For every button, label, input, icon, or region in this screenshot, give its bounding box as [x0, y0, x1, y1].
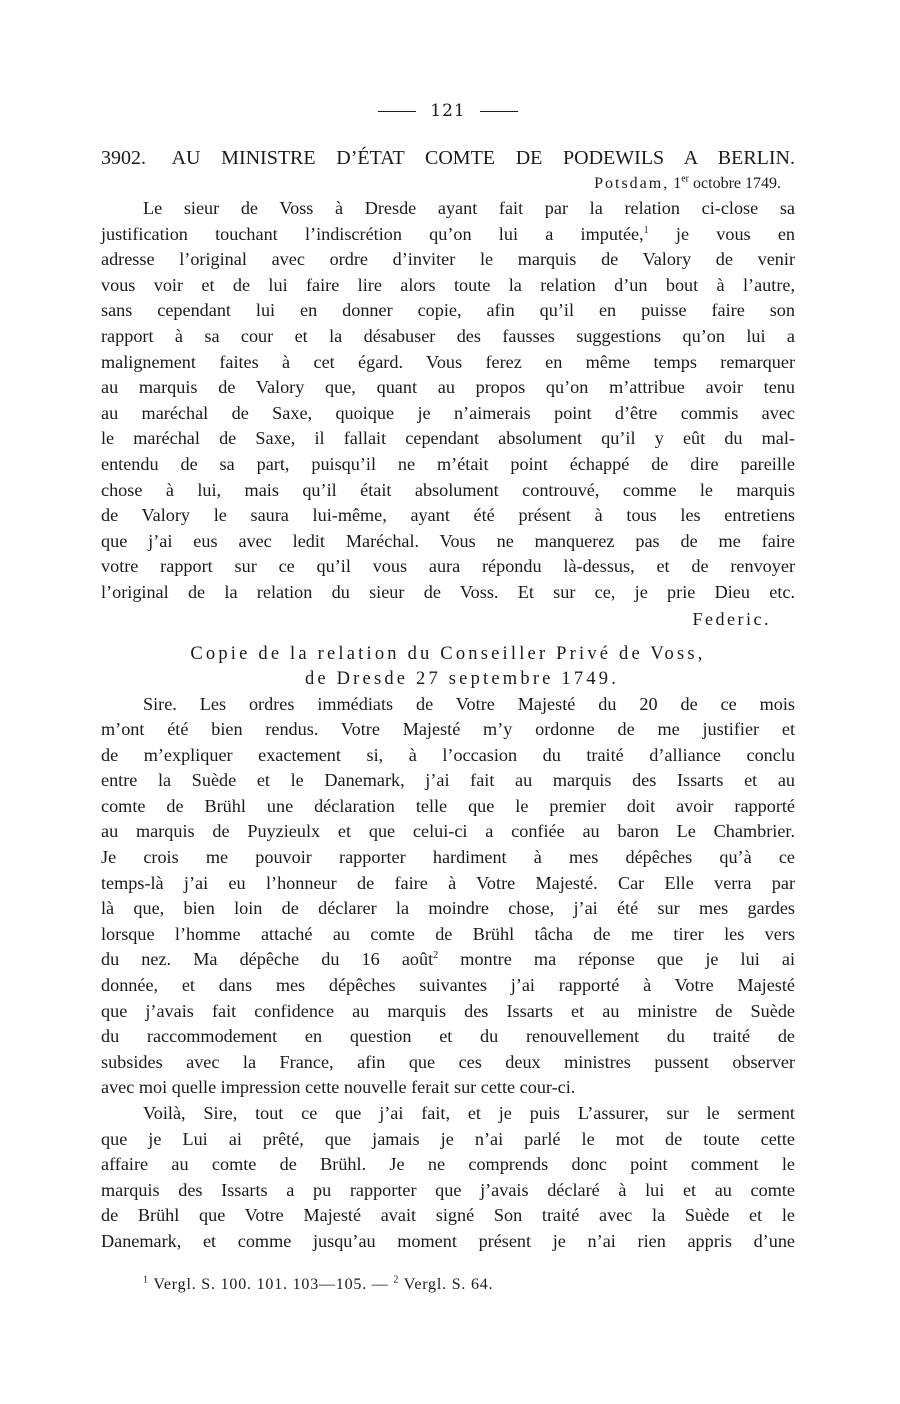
letter-body [101, 196, 795, 606]
left-rule [378, 111, 416, 112]
body-line: Voilà, Sire, tout ce que j’ai fait, et je puis L’assurer, sur le serment [143, 1103, 795, 1123]
letter-heading [101, 144, 795, 172]
footnote-mark-2: 2 [393, 1274, 400, 1286]
body-line: le maréchal de Saxe, il fallait cependant absolument qu’il y eût du mal- [101, 428, 795, 449]
body-line: au maréchal de Saxe, quoique je n’aimerais point d’être commis avec [101, 402, 795, 423]
body-line-tail: montre ma réponse que je lui ai [460, 949, 795, 970]
copy-heading [101, 642, 795, 692]
body-line-tail: je vous en [675, 223, 796, 244]
body-line: marquis des Issarts a pu rapporter que j’avais déclaré à lui et au comte [101, 1179, 795, 1200]
footnote-ref-1: 1 [643, 224, 649, 236]
right-rule [480, 111, 518, 112]
body-line: avec moi quelle impression cette nouvelle ferait sur cette cour-ci. [101, 1077, 576, 1098]
footnote-text-1: Vergl. S. 100. 101. 103—105. — [153, 1275, 389, 1293]
body-line: donnée, et dans mes dépêches suivantes j’ai rapporté à Votre Majesté [101, 975, 795, 996]
book-page [101, 96, 795, 1297]
body-line: vous voir et de lui faire lire alors toute la relation d’un bout à l’autre, [101, 274, 795, 295]
body-line [101, 947, 795, 973]
footnotes [101, 1273, 795, 1297]
body-line: adresse l’original avec ordre d’inviter le marquis de Valory de venir [101, 249, 795, 270]
body-line: votre rapport sur ce qu’il vous aura répondu là-dessus, et de renvoyer [101, 556, 795, 577]
body-line: l’original de la relation du sieur de Voss. Et sur ce, je prie Dieu etc. [101, 581, 795, 602]
body-line: malignement faites à cet égard. Vous ferez en même temps remarquer [101, 351, 795, 372]
copy-paragraph-1 [101, 692, 795, 1102]
body-line: lorsque l’homme attaché au comte de Brühl tâcha de me tirer les vers [101, 923, 795, 944]
body-line: Le sieur de Voss à Dresde ayant fait par la relation ci-close sa [143, 198, 795, 218]
body-line: m’ont été bien rendus. Votre Majesté m’y ordonne de me justifier et [101, 719, 795, 740]
dateline [101, 172, 795, 196]
body-line: au marquis de Puyzieulx et que celui-ci a confiée au baron Le Chambrier. [101, 821, 795, 842]
page-number [101, 96, 795, 126]
footnote-text-2: Vergl. S. 64. [403, 1275, 494, 1293]
body-line: entre la Suède et le Danemark, j’ai fait au marquis des Issarts et au [101, 770, 795, 791]
body-line: que j’ai eus avec ledit Maréchal. Vous ne manquerez pas de me faire [101, 530, 795, 551]
body-line: sans cependant lui en donner copie, afin qu’il en puisse faire son [101, 300, 795, 321]
body-line: du raccommodement en question et du renouvellement du traité de [101, 1026, 795, 1047]
dateline-place: Potsdam, [594, 175, 670, 192]
body-line: que je Lui ai prêté, que jamais je n’ai parlé le mot de toute cette [101, 1128, 795, 1149]
body-line: affaire au comte de Brühl. Je ne comprends donc point comment le [101, 1154, 795, 1175]
body-line: subsides avec la France, afin que ces deux ministres pussent observer [101, 1051, 795, 1072]
dateline-day-suffix: er [681, 173, 690, 185]
footnote-ref-2: 2 [433, 950, 439, 962]
body-line: Sire. Les ordres immédiats de Votre Majesté du 20 de ce mois [143, 693, 795, 714]
body-line: temps-là j’ai eu l’honneur de faire à Votre Majesté. Car Elle verra par [101, 872, 795, 893]
body-line: de Brühl que Votre Majesté avait signé Son traité avec la Suède et le [101, 1205, 795, 1226]
page-number-text: 121 [430, 101, 466, 121]
body-line: entendu de sa part, puisqu’il ne m’était point échappé de dire pareille [101, 453, 795, 474]
dateline-day: 1 [673, 175, 682, 192]
body-line-text: justification touchant l’indiscrétion qu’on lui a imputée, [101, 223, 644, 244]
body-line: chose à lui, mais qu’il était absolument controuvé, comme le marquis [101, 479, 795, 500]
dateline-rest: octobre 1749. [693, 175, 781, 192]
signature: Federic. [692, 608, 771, 629]
body-line-text: du nez. Ma dépêche du 16 août [101, 949, 434, 970]
letter-number: 3902. [101, 147, 146, 169]
footnote-mark-1: 1 [143, 1274, 149, 1286]
body-line: que j’avais fait confidence au marquis des Issarts et au ministre de Suède [101, 1000, 795, 1021]
body-line: de Valory le saura lui-même, ayant été présent à tous les entretiens [101, 505, 795, 526]
letter-title: AU MINISTRE D’ÉTAT COMTE DE PODEWILS A BERLIN. [171, 147, 795, 169]
copy-paragraph-2 [101, 1101, 795, 1255]
body-line: Danemark, et comme jusqu’au moment présent je n’ai rien appris d’une [101, 1230, 795, 1251]
copy-heading-line-2: de Dresde 27 septembre 1749. [304, 668, 620, 689]
body-line: au marquis de Valory que, quant au propos qu’on m’attribue avoir tenu [101, 377, 795, 398]
body-line: là que, bien loin de déclarer la moindre chose, j’ai été sur mes gardes [101, 898, 795, 919]
copy-heading-line-1: Copie de la relation du Conseiller Privé de Voss, [190, 643, 706, 664]
body-line: comte de Brühl une déclaration telle que le premier doit avoir rapporté [101, 795, 795, 816]
body-line: de m’expliquer exactement si, à l’occasion du traité d’alliance conclu [101, 744, 795, 765]
body-line: rapport à sa cour et la désabuser des fausses suggestions qu’on lui a [101, 325, 795, 346]
body-line: Je crois me pouvoir rapporter hardiment à mes dépêches qu’à ce [101, 847, 795, 868]
body-line [101, 222, 795, 248]
